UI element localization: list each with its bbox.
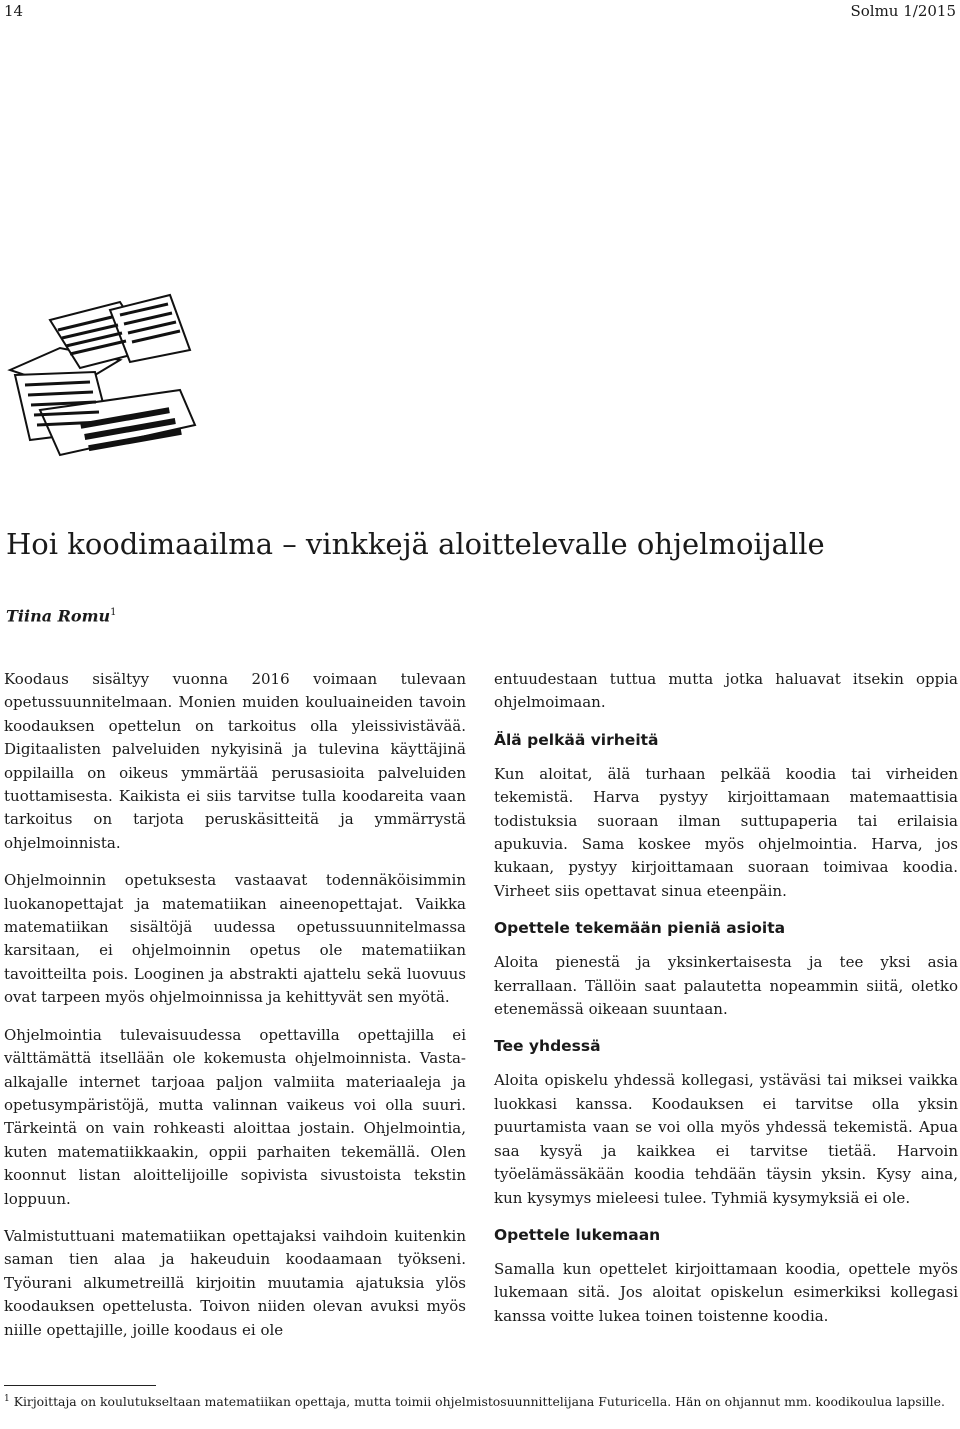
section-heading: Älä pelkää virheitä — [494, 730, 659, 749]
left-column — [4, 668, 466, 1356]
paragraph: entuudestaan tuttua mutta jotka haluavat itsekin oppia ohjelmoimaan. — [494, 670, 958, 712]
paragraph: Valmistuttuani matematiikan opettajaksi vaihdoin kuitenkin saman tien alaa ja hakeuduin koodaamaan työkseni. Työurani alkumetreillä kirjoitin muutamia ajatuksia ylös koodauksen opettelusta. Toivon niiden olevan avuksi myös niille opettajille, joille koodaus ei ole — [4, 1226, 466, 1339]
author-name: Tiina Romu — [6, 606, 111, 626]
paragraph: Aloita opiskelu yhdessä kollegasi, ystäväsi tai miksei vaikka luokkasi kanssa. Koodauksen ei tarvitse olla yksin puurtamista vaan se voi olla myös yhdessä tekemistä. Apua saa kysyä ja kaikkea ei tarvitse tietää. Harvoin työelämässäkään koodia tehdään täysin yksin. Kysy aina, kun kysymys mieleesi tulee. Tyhmiä kysymyksiä ei ole. — [494, 1071, 958, 1207]
footnote — [4, 1390, 956, 1411]
right-column — [494, 668, 958, 1342]
footnote-text: Kirjoittaja on koulutukseltaan matematiikan opettaja, mutta toimii ohjelmistosuunnittelijana Futuricella. Hän on ohjannut mm. koodikoulua lapsille. — [13, 1394, 945, 1410]
paragraph: Ohjelmointia tulevaisuudessa opettavilla opettajilla ei välttämättä itsellään ole kokemusta ohjelmoinnista. Vasta-alkajalle internet tarjoaa paljon valmiita materiaaleja ja opetusympäristöjä, mutta valinnan vaikeus voi olla suuri. Tärkeintä on vain rohkeasti aloittaa jostain. Ohjelmointia, kuten matematiikkaakin, oppii parhaiten tekemällä. Olen koonnut listan aloittelijoille sopivista sivustoista tekstin loppuun. — [4, 1025, 466, 1208]
section-heading: Opettele lukemaan — [494, 1225, 661, 1244]
page-number: 14 — [4, 2, 24, 20]
section-heading: Tee yhdessä — [494, 1037, 601, 1056]
paragraph: Aloita pienestä ja yksinkertaisesta ja tee yksi asia kerrallaan. Tällöin saat palautetta nopeammin siitä, oletko etenemässä oikeaan suuntaan. — [494, 953, 958, 1019]
paragraph: Ohjelmoinnin opetuksesta vastaavat todennäköisimmin luokanopettajat ja matematiikan aineenopettajat. Vaikka matematiikan sisältöjä uudessa opetussuunnitelmassa karsitaan, ei ohjelmoinnin opetus ole matematiikan tavoitteilta pois. Looginen ja abstrakti ajattelu sekä luovuus ovat tarpeen myös ohjelmoinnissa ja kehittyvät sen myötä. — [4, 871, 466, 1007]
paragraph: Samalla kun opettelet kirjoittamaan koodia, opettele myös lukemaan sitä. Jos aloitat opiskelun esimerkiksi kollegasi kanssa voitte lukea toinen toistenne koodia. — [494, 1259, 958, 1325]
author-footnote-mark: 1 — [110, 607, 117, 618]
paragraph: Koodaus sisältyy vuonna 2016 voimaan tulevaan opetussuunnitelmaan. Monien muiden kouluaineiden tavoin koodauksen opettelun on tarkoitus olla yleissivistävää. Digitaalisten palveluiden nykyisinä ja tulevina käyttäjinä oppilailla on oikeus ymmärtää perusasioita palveluiden tuottamisesta. Kaikista ei siis tarvitse tulla koodareita vaan tarkoitus on tarjota peruskäsitteitä ja ymmärrystä ohjelmoinnista. — [4, 670, 466, 852]
section-heading: Opettele tekemään pieniä asioita — [494, 919, 786, 938]
footnote-mark: 1 — [4, 1394, 10, 1404]
footnote-divider — [4, 1385, 156, 1386]
page-header — [4, 0, 956, 24]
papers-and-keyboard-illustration — [0, 290, 200, 470]
paragraph: Kun aloitat, älä turhaan pelkää koodia tai virheiden tekemistä. Harva pystyy kirjoittamaan matemaattisia todistuksia suoraan ilman suttupaperia tai erilaisia apukuvia. Sama koskee myös ohjelmointia. Harva, jos kukaan, pystyy kirjoittamaan suoraan toimivaa koodia. Virheet siis opettavat sinua eteenpäin. — [494, 764, 958, 900]
running-title: Solmu 1/2015 — [850, 2, 956, 20]
article-title: Hoi koodimaailma – vinkkejä aloittelevalle ohjelmoijalle — [6, 527, 825, 561]
article-author — [6, 602, 117, 627]
